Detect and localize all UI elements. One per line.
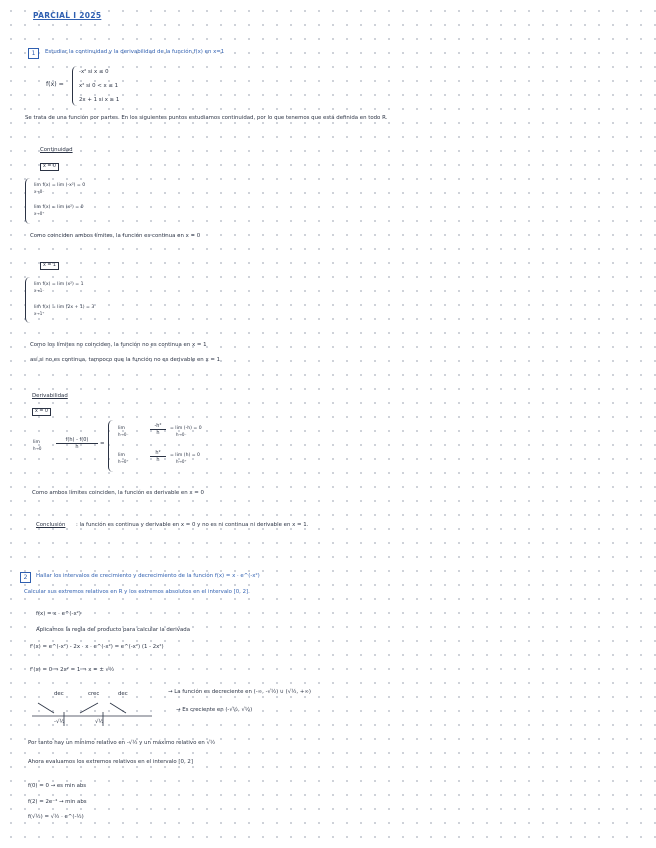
question-2-statement-2: Calcular sus extremos relativos en R y los extremos absolutos en el intervalo [0, 2]. [24, 589, 250, 595]
c1-limit-left [34, 282, 84, 293]
d-line2-num: h² [155, 450, 161, 456]
d-line1-num: -h² [154, 423, 162, 429]
c0-limit-left-sub: x→0⁻ [34, 188, 45, 194]
d-main-lim-sub: h→0 [33, 445, 42, 451]
d-main-num: f(h) - f(0) [65, 437, 89, 443]
continuity-x1-brace [25, 277, 30, 323]
sign-label-crec: crec [88, 691, 100, 697]
evaluation-3: f(√½) = √½ · e^(-½) [28, 814, 84, 820]
d-line1-rest-sub: h→0⁻ [176, 431, 187, 437]
piecewise-piece-2: x² si 0 < x ≤ 1 [79, 83, 119, 89]
d-conclusion: Como ambos límites coinciden, la función es derivable en x = 0 [32, 490, 204, 496]
derivability-heading: Derivabilidad [32, 393, 68, 399]
sign-root-left: -√½ [54, 719, 65, 725]
c0-limit-right-expr: lim f(x) = lim (x²) = 0 [34, 205, 84, 210]
product-rule-text: Aplicamos la regla del producto para calcular la derivada [36, 627, 191, 633]
c1-conclusion-2: así si no es continua, tampoco que la función no es derivable en x = 1 [30, 357, 221, 363]
increasing-intervals-text: → Es creciente en (-√½, √½) [176, 707, 253, 713]
d-line1-lim [118, 426, 129, 437]
piecewise-name: f(x) = [46, 81, 64, 88]
d-main-fraction [56, 437, 98, 450]
derivability-brace [108, 420, 113, 472]
question-1-statement: Estudiar la continuidad y la derivabilidad de la función f(x) en x=1 [45, 49, 225, 55]
c1-limit-left-sub: x→1⁻ [34, 287, 45, 293]
c0-limit-left-expr: lim f(x) = lim (-x²) = 0 [34, 183, 86, 188]
d-line1-lim-sub: h→0⁻ [118, 431, 129, 437]
piecewise-piece-1: -x² si x ≤ 0 [79, 69, 109, 75]
piecewise-brace [72, 66, 77, 106]
d-line1-rest-expr: = lim (-h) = 0 [170, 426, 202, 431]
increasing-arrow [80, 703, 98, 713]
d-main-den: h [56, 443, 98, 450]
c1-limit-right-sub: x→1⁺ [34, 310, 45, 316]
sign-chart-arrows [28, 700, 158, 730]
piecewise-piece-3: 2x + 1 si x ≥ 1 [79, 97, 120, 103]
question-1-number: 1 [28, 48, 39, 59]
derivative-zero-line: f'(x) = 0 ⇒ 2x² = 1 ⇒ x = ± √½ [30, 667, 115, 673]
sign-label-dec-1: dec [54, 691, 64, 697]
d-main-lim [33, 440, 41, 451]
absolute-extrema-intro: Ahora evaluamos los extremos relativos en el intervalo [0, 2] [28, 759, 193, 765]
c1-limit-right [34, 305, 94, 316]
d-line2-den: h [150, 456, 166, 463]
question-2-number: 2 [20, 572, 31, 583]
point-x0-box: x = 0 [40, 163, 59, 171]
final-conclusion-text: : la función es continua y derivable en x = 0 y no es ni continua ni derivable en x = 1. [76, 522, 309, 528]
d-line1-rest [170, 426, 202, 437]
d-line1-fraction [150, 423, 166, 436]
d-line2-lim [118, 453, 129, 464]
question-2-statement-1: Hallar los intervalos de crecimiento y decrecimiento de la función f(x) = x · e^(-x²) [36, 573, 260, 579]
evaluation-2: f(2) = 2e⁻⁴ → min abs [28, 799, 87, 805]
continuity-x0-brace [25, 178, 30, 224]
derivative-line: f'(x) = e^(-x²) - 2x · x · e^(-x²) = e^(-x²) (1 - 2x²) [30, 644, 164, 650]
c0-limit-left [34, 183, 85, 194]
q1-intro-text: Se trata de una función por partes. En los siguientes puntos estudiamos continuidad, por lo que tenemos que está definida en todo R. [25, 115, 388, 121]
f-definition: f(x) = x · e^(-x²) [36, 611, 81, 617]
final-conclusion-label: Conclusión [36, 522, 66, 528]
d-main-lim-word: lim [33, 440, 41, 445]
decreasing-arrow-right [110, 703, 126, 713]
c0-conclusion: Como coinciden ambos límites, la función es continua en x = 0 [30, 233, 201, 239]
continuity-heading: Continuidad [40, 147, 73, 153]
sign-root-right: √½ [95, 719, 104, 725]
d-line2-rest-expr: = lim (h) = 0 [170, 453, 200, 458]
c1-conclusion-1: Como los límites no coinciden, la función no es continua en x = 1 [30, 342, 207, 348]
c0-limit-right-sub: x→0⁺ [34, 210, 45, 216]
decreasing-arrow-left [38, 703, 54, 713]
relative-extrema-text: Por tanto hay un mínimo relativo en -√½ y un máximo relativo en √½ [28, 740, 216, 746]
d-line1-lim-word: lim [118, 426, 126, 431]
page-title: PARCIAL I 2025 [33, 11, 102, 20]
c1-limit-left-expr: lim f(x) = lim (x²) = 1 [34, 282, 84, 287]
sign-label-dec-2: dec [118, 691, 128, 697]
d-line2-lim-sub: h→0⁺ [118, 458, 129, 464]
d-equals: = [100, 441, 105, 447]
point-x1-box: x = 1 [40, 262, 59, 270]
decreasing-intervals-text: → La función es decreciente en (-∞, -√½) ∪ (√½, +∞) [168, 689, 311, 695]
c0-limit-right [34, 205, 84, 216]
d-line2-rest-sub: h→0⁺ [176, 458, 187, 464]
c1-limit-right-expr: lim f(x) = lim (2x + 1) = 3 [34, 305, 95, 310]
d-line2-lim-word: lim [118, 453, 126, 458]
derivability-point-box: x = 0 [32, 408, 51, 416]
d-line2-fraction [150, 450, 166, 463]
d-line2-rest [170, 453, 200, 464]
evaluation-1: f(0) = 0 → es min abs [28, 783, 87, 789]
d-line1-den: h [150, 429, 166, 436]
